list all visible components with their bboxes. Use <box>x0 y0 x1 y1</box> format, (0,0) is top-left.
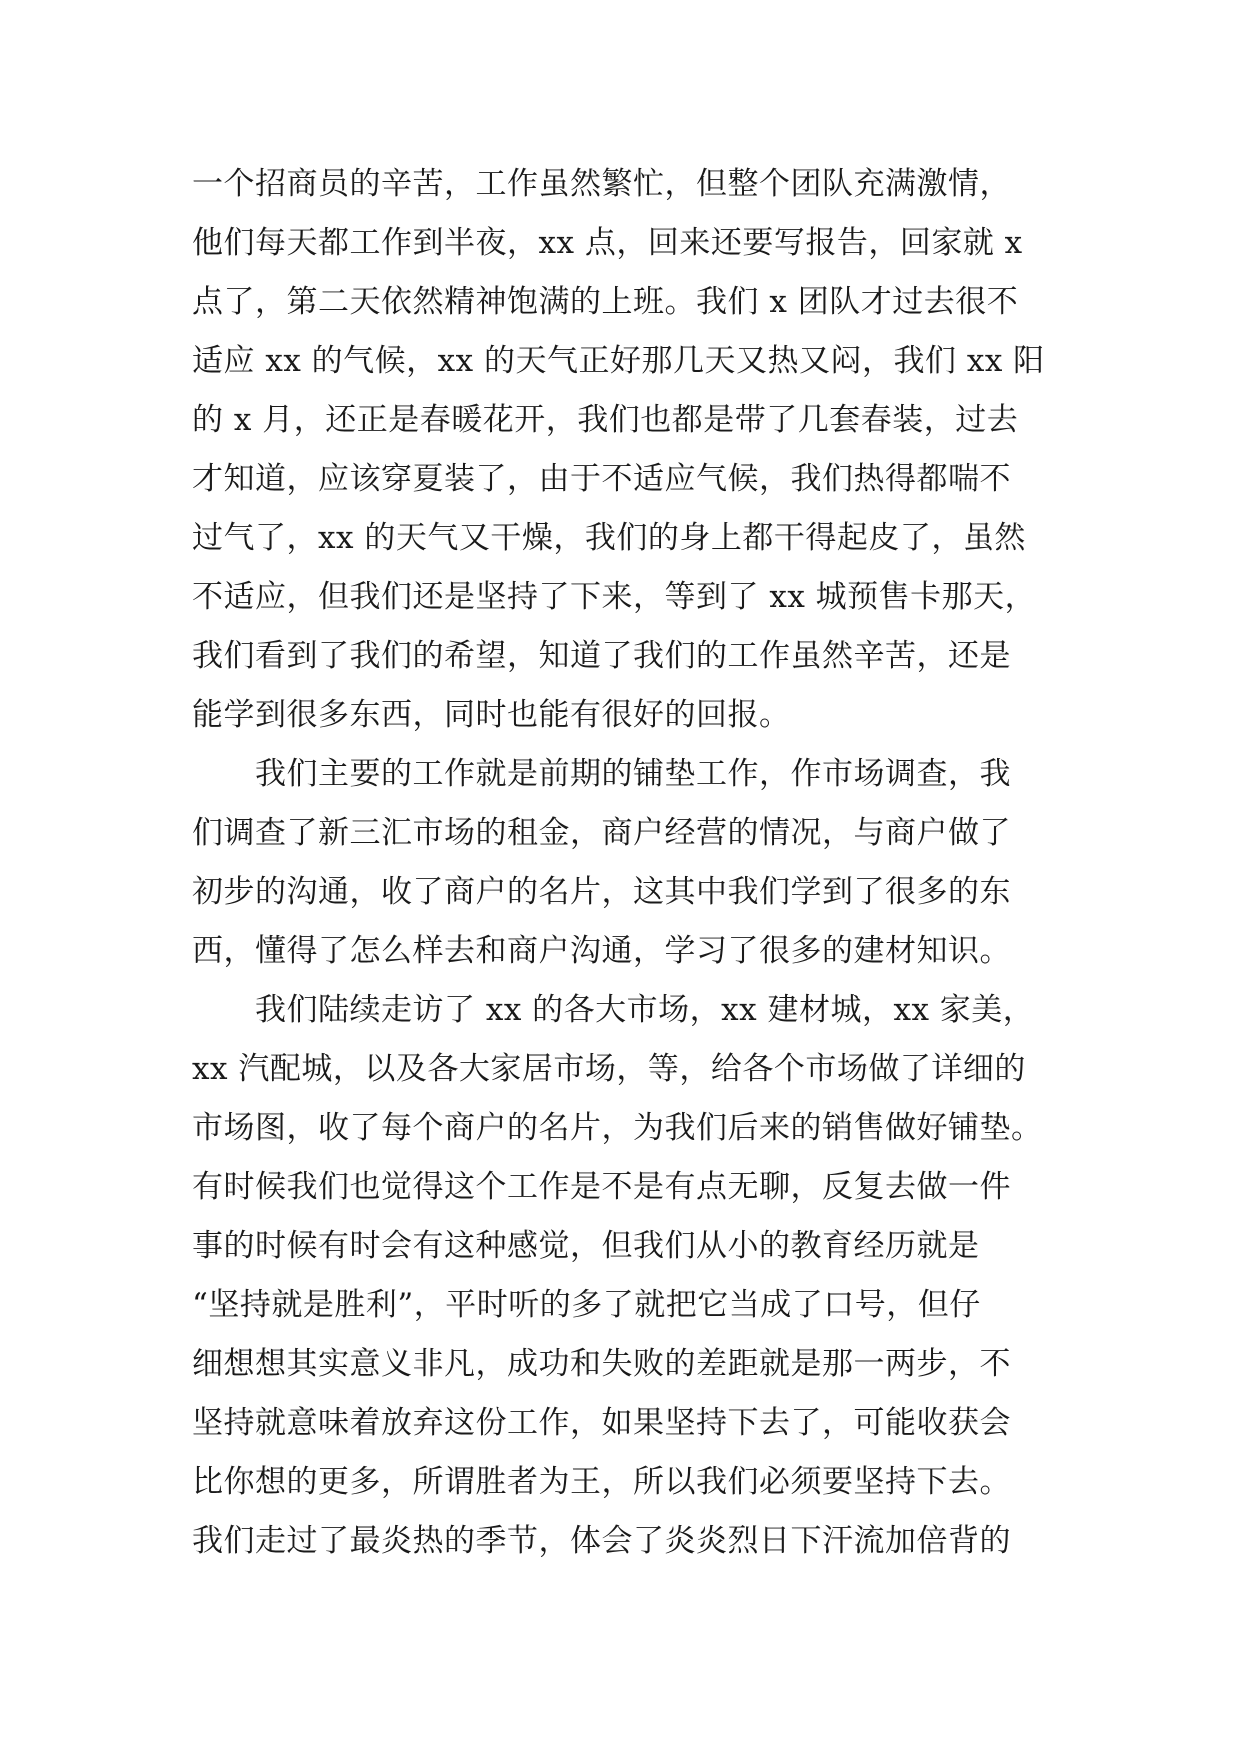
text-line: 我们陆续走访了 xx 的各大市场，xx 建材城，xx 家美， <box>192 992 1035 1028</box>
text-line: 我们主要的工作就是前期的铺垫工作，作市场调查，我 <box>192 756 1011 792</box>
text-line: 有时候我们也觉得这个工作是不是有点无聊，反复去做一件 <box>192 1169 1011 1205</box>
document-body <box>192 155 1072 1571</box>
text-line: 们调查了新三汇市场的租金，商户经营的情况，与商户做了 <box>192 815 1011 851</box>
text-line: “坚持就是胜利”，平时听的多了就把它当成了口号，但仔 <box>192 1287 981 1323</box>
text-line: 的 x 月，还正是春暖花开，我们也都是带了几套春装，过去 <box>192 402 1019 438</box>
text-line: 事的时候有时会有这种感觉，但我们从小的教育经历就是 <box>192 1228 980 1264</box>
text-line: 能学到很多东西，同时也能有很好的回报。 <box>192 697 791 733</box>
text-line: xx 汽配城，以及各大家居市场，等，给各个市场做了详细的 <box>192 1051 1026 1087</box>
text-line: 我们看到了我们的希望，知道了我们的工作虽然辛苦，还是 <box>192 638 1011 674</box>
text-line: 一个招商员的辛苦，工作虽然繁忙，但整个团队充满激情， <box>192 166 1011 202</box>
text-line: 市场图，收了每个商户的名片，为我们后来的销售做好铺垫。 <box>192 1110 1043 1146</box>
text-line: 适应 xx 的气候，xx 的天气正好那几天又热又闷，我们 xx 阳 <box>192 343 1045 379</box>
text-line: 坚持就意味着放弃这份工作，如果坚持下去了，可能收获会 <box>192 1405 1011 1441</box>
text-line: 比你想的更多，所谓胜者为王，所以我们必须要坚持下去。 <box>192 1464 1011 1500</box>
text-line: 西，懂得了怎么样去和商户沟通，学习了很多的建材知识。 <box>192 933 1011 969</box>
text-line: 细想想其实意义非凡，成功和失败的差距就是那一两步，不 <box>192 1346 1011 1382</box>
text-line: 我们走过了最炎热的季节，体会了炎炎烈日下汗流加倍背的 <box>192 1523 1011 1559</box>
text-line: 初步的沟通，收了商户的名片，这其中我们学到了很多的东 <box>192 874 1011 910</box>
text-line: 才知道，应该穿夏装了，由于不适应气候，我们热得都喘不 <box>192 461 1011 497</box>
text-line: 过气了，xx 的天气又干燥，我们的身上都干得起皮了，虽然 <box>192 520 1026 556</box>
text-line: 他们每天都工作到半夜，xx 点，回来还要写报告，回家就 x <box>192 225 1023 261</box>
text-line: 不适应，但我们还是坚持了下来，等到了 xx 城预售卡那天， <box>192 579 1037 615</box>
text-line: 点了，第二天依然精神饱满的上班。我们 x 团队才过去很不 <box>192 284 1019 320</box>
